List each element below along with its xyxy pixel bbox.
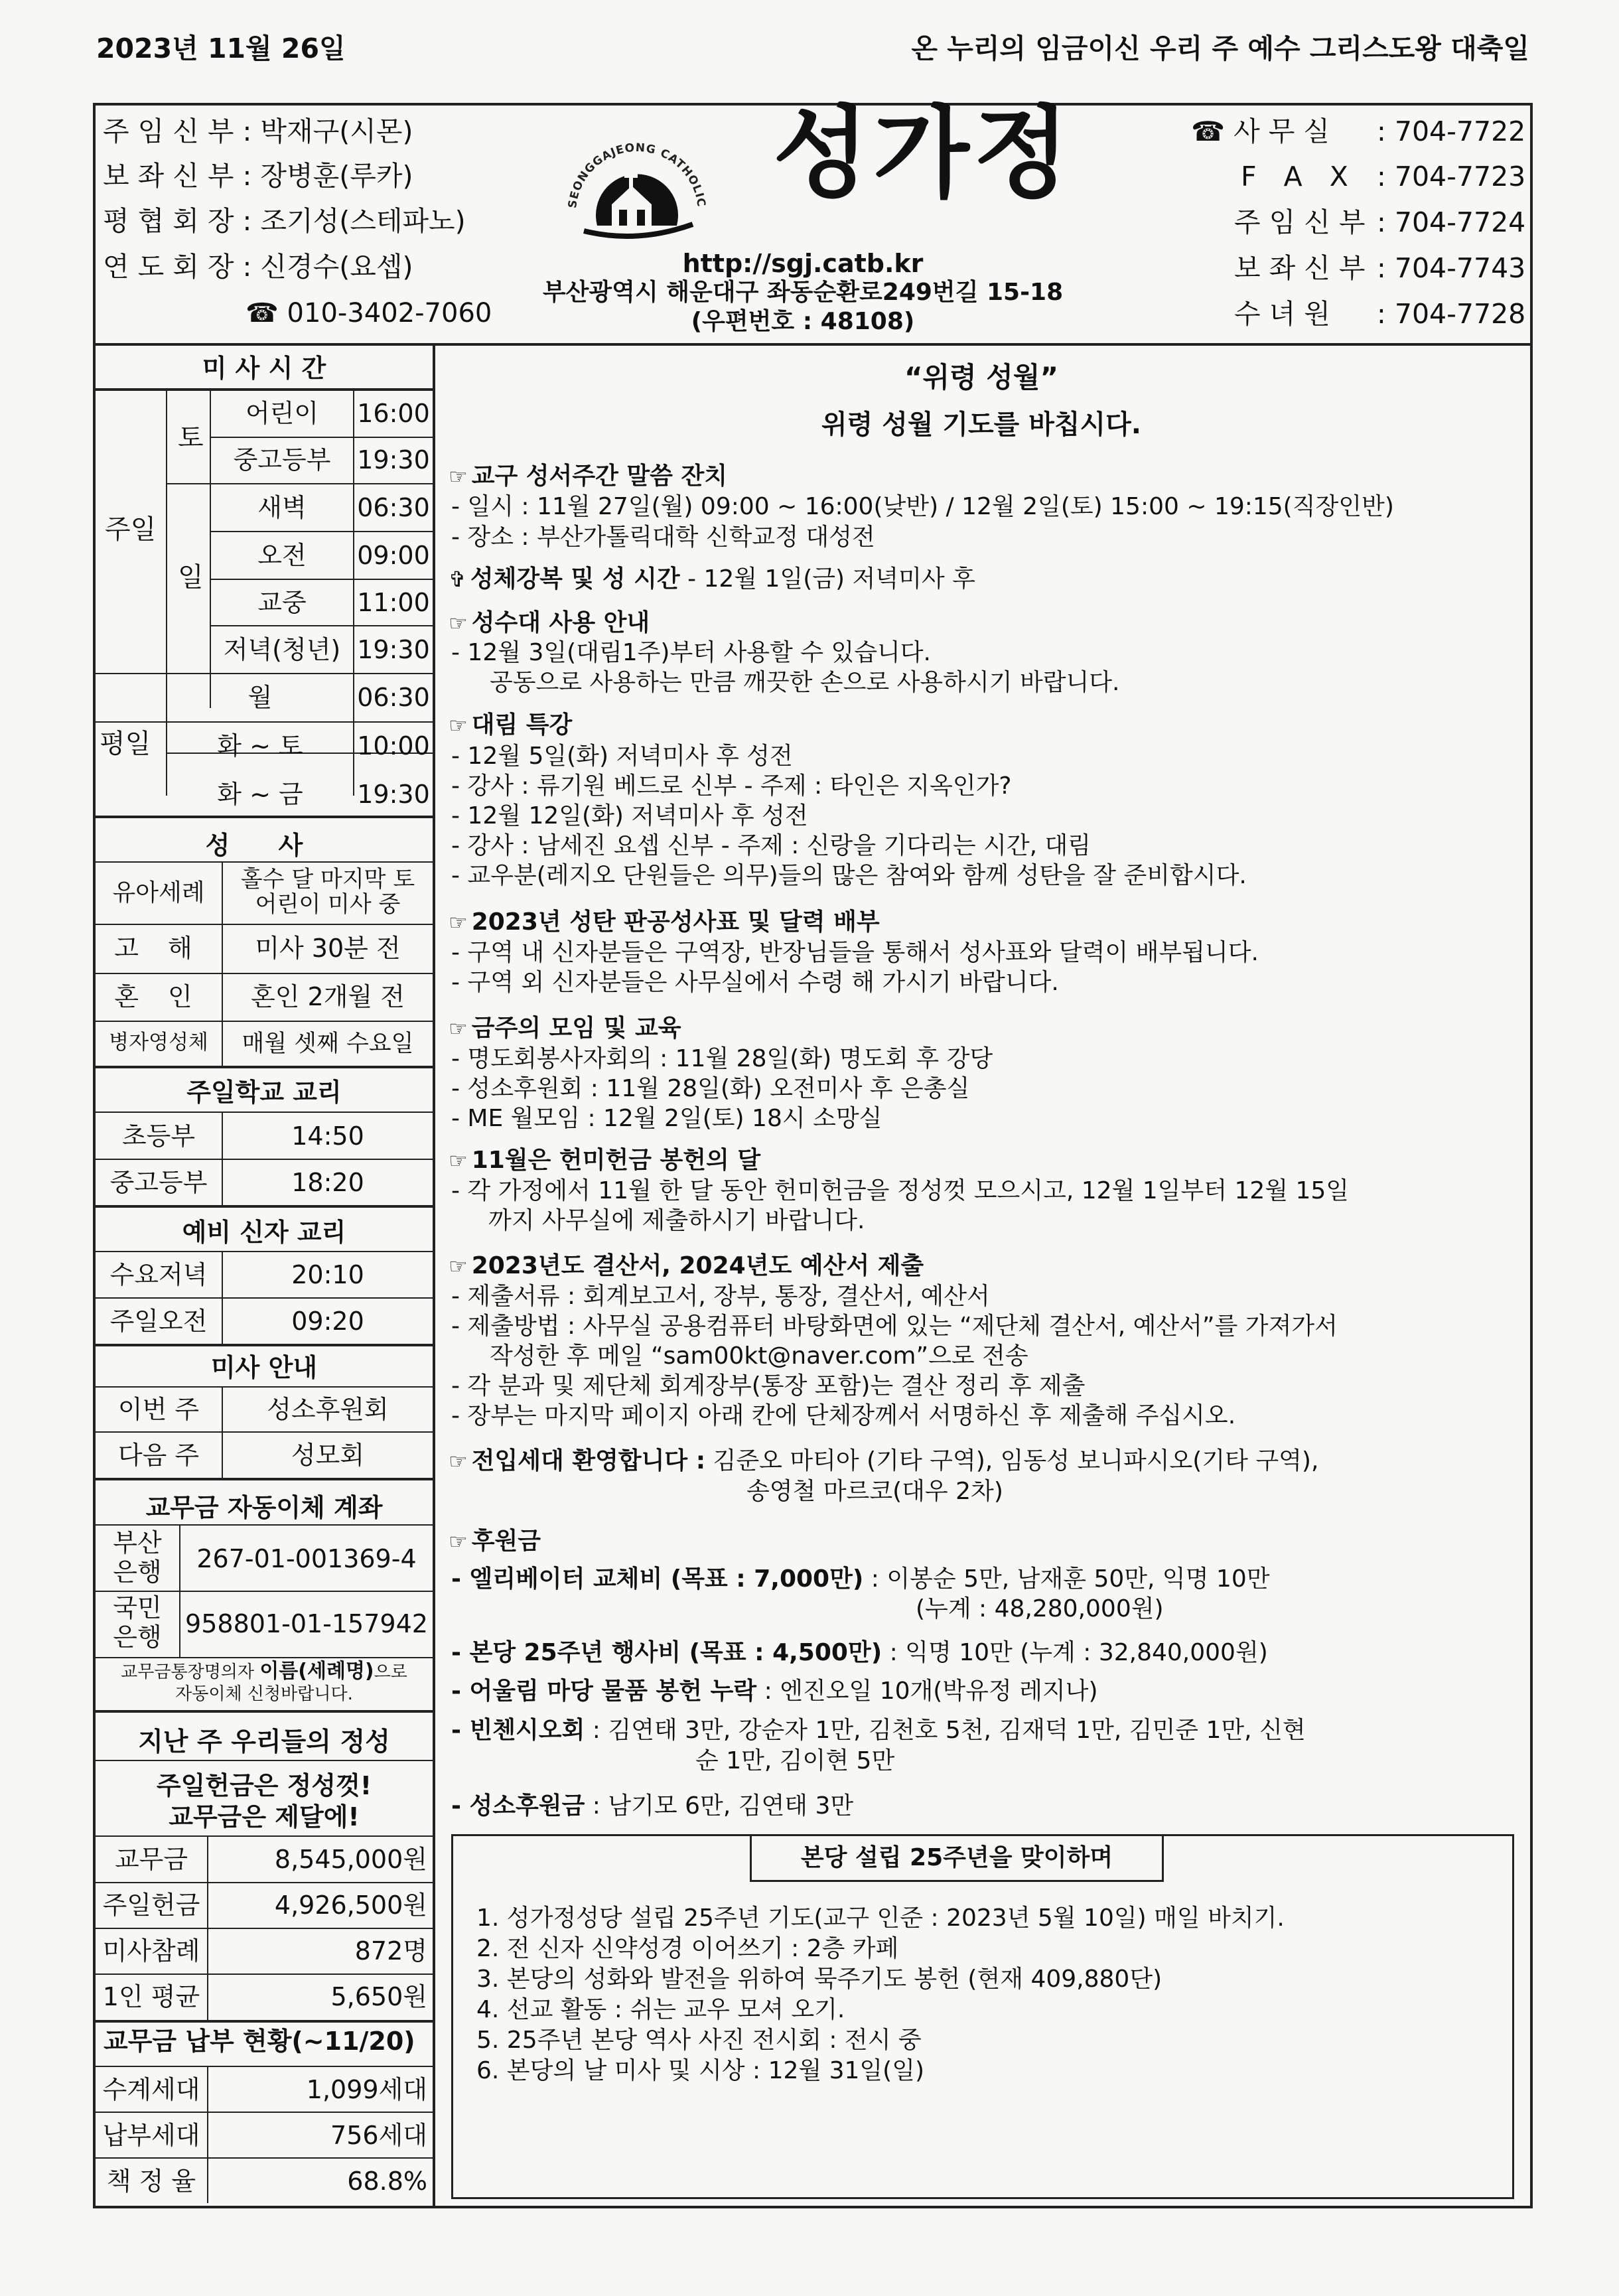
anniversary-item: 3. 본당의 성화와 발전을 위하여 묵주기도 봉헌 (현재 409,880단): [476, 1966, 1162, 1993]
notice-title: ☞ 교구 성서주간 말씀 잔치: [449, 463, 728, 490]
bank-name: 국민: [113, 1593, 162, 1622]
notice-title: ☞ 성수대 사용 안내: [449, 609, 650, 636]
notice-title: ☞ 금주의 모임 및 교육: [449, 1015, 681, 1042]
dues-value: 1,099세대: [306, 2075, 427, 2104]
catechumen-title: 예비 신자 교리: [182, 1218, 346, 1247]
dues-value: 68.8%: [347, 2167, 427, 2196]
notice-line: - 제출방법 : 사무실 공용컴퓨터 바탕화면에 있는 “제단체 결산서, 예산서”를 가져가서: [451, 1313, 1338, 1340]
mass-guide-label: 다음 주: [117, 1441, 200, 1470]
notice-line: - 명도회봉사자회의 : 11월 28일(화) 명도회 후 강당: [451, 1045, 993, 1072]
notice-line: - 12월 5일(화) 저녁미사 후 성전: [451, 743, 793, 770]
contact-row: F A X: [1241, 161, 1358, 192]
school-label: 중고등부: [109, 1168, 208, 1197]
donation-line: - 어울림 마당 물품 봉헌 누락 : 엔진오일 10개(박유정 레지나): [451, 1678, 1098, 1705]
pointing-hand-icon: ☞: [449, 1016, 468, 1041]
catechumen-time: 09:20: [291, 1307, 364, 1336]
dues-title: 교무금 납부 현황(~11/20): [104, 2027, 415, 2056]
weekday-label: 평일: [100, 729, 151, 759]
pointing-hand-icon: ☞: [449, 1529, 468, 1554]
mass-row-name: 월: [247, 683, 273, 712]
main-title: “위령 성월”: [904, 361, 1059, 394]
mass-row-name: 저녁(청년): [223, 635, 341, 664]
mass-times-title: 미 사 시 간: [202, 354, 326, 383]
sunday-label: 주일: [105, 514, 157, 545]
mass-row-time: 10:00: [357, 731, 430, 760]
contact-row: 수 녀 원: [1234, 298, 1330, 330]
cross-icon: ✞: [449, 567, 466, 592]
bank-note: 자동이체 신청바랍니다.: [175, 1684, 353, 1704]
sacrament-label: 유아세례: [112, 879, 205, 906]
offerings-title: 지난 주 우리들의 정성: [138, 1727, 390, 1757]
sunday-school-title: 주일학교 교리: [186, 1078, 342, 1107]
pointing-hand-icon: ☞: [449, 713, 468, 738]
staff-row: 평 협 회 장 : 조기성(스테파노): [103, 205, 466, 237]
offering-label: 주일헌금: [102, 1891, 200, 1920]
contact-number: : 704-7743: [1377, 252, 1526, 284]
mass-row-name: 새벽: [257, 493, 307, 522]
anniversary-item: 6. 본당의 날 미사 및 시상 : 12월 31일(일): [476, 2057, 925, 2084]
pointing-hand-icon: ☞: [449, 1449, 468, 1474]
church-logo: [551, 113, 723, 272]
mass-row-time: 06:30: [357, 493, 430, 522]
pointing-hand-icon: ☞: [449, 1254, 468, 1279]
notice-line: - 교우분(레지오 단원들은 의무)들의 많은 참여와 함께 성탄을 잘 준비합시다.: [451, 862, 1247, 889]
mass-guide-value: 성소후원회: [267, 1395, 389, 1424]
sidebar-divider: [433, 343, 435, 2206]
bulletin-date: 2023년 11월 26일: [96, 33, 346, 64]
dues-label: 책 정 율: [106, 2167, 196, 2196]
church-url[interactable]: http://sgj.catb.kr: [682, 249, 924, 278]
staff-row: 연 도 회 장 : 신경수(요셉): [103, 251, 413, 283]
bank-title: 교무금 자동이체 계좌: [145, 1493, 383, 1522]
catechumen-time: 20:10: [291, 1260, 364, 1289]
notice-line: - 구역 외 신자분들은 사무실에서 수령 해 가시기 바랍니다.: [451, 969, 1059, 996]
pointing-hand-icon: ☞: [449, 1148, 468, 1173]
notice-line: - 구역 내 신자분들은 구역장, 반장님들을 통해서 성사표와 달력이 배부됩니다.: [451, 939, 1259, 966]
donation-line: - 엘리베이터 교체비 (목표 : 7,000만) : 이봉순 5만, 남재훈 50만, 익명 10만: [451, 1565, 1270, 1593]
mass-row-time: 16:00: [357, 399, 430, 428]
notice-line: - 제출서류 : 회계보고서, 장부, 통장, 결산서, 예산서: [451, 1283, 990, 1310]
mass-row-name: 화 ~ 토: [217, 731, 303, 760]
sacrament-label: 고 해: [114, 934, 203, 963]
anniversary-item: 1. 성가정성당 설립 25주년 기도(교구 인준 : 2023년 5월 10일) 매일 바치기.: [476, 1904, 1285, 1932]
notice-line: - 성소후원회 : 11월 28일(화) 오전미사 후 은총실: [451, 1075, 970, 1102]
mass-row-time: 19:30: [357, 780, 430, 809]
school-time: 18:20: [291, 1168, 364, 1197]
notice-line: - 강사 : 남세진 요셉 신부 - 주제 : 신랑을 기다리는 시간, 대림: [451, 832, 1091, 859]
notice-line: - 강사 : 류기원 베드로 신부 - 주제 : 타인은 지옥인가?: [451, 772, 1012, 800]
offering-label: 교무금: [114, 1845, 188, 1874]
notice-line: - 일시 : 11월 27일(월) 09:00 ~ 16:00(낮반) / 12월 2일(토) 15:00 ~ 19:15(직장인반): [451, 493, 1394, 520]
offerings-slogan: 교무금은 제달에!: [169, 1802, 360, 1831]
anniversary-title: 본당 설립 25주년을 맞이하며: [800, 1844, 1113, 1871]
mass-row-time: 09:00: [357, 541, 430, 570]
staff-phone: ☎ 010-3402-7060: [246, 298, 492, 328]
school-label: 초등부: [121, 1121, 196, 1151]
donation-total: (누계 : 48,280,000원): [916, 1595, 1164, 1622]
notice-line: 공동으로 사용하는 만큼 깨끗한 손으로 사용하시기 바랍니다.: [490, 669, 1120, 696]
notice-line: 송영철 마르코(대우 2차): [746, 1478, 1003, 1505]
contact-number: : 704-7724: [1377, 206, 1526, 238]
mass-row-name: 화 ~ 금: [217, 780, 303, 809]
contact-row: 보 좌 신 부: [1234, 252, 1366, 284]
offering-value: 4,926,500원: [274, 1891, 427, 1920]
notice-line: - 12월 3일(대림1주)부터 사용할 수 있습니다.: [451, 639, 931, 666]
dues-value: 756세대: [330, 2121, 427, 2150]
bank-note: 교무금통장명의자 이름(세례명)으로: [121, 1660, 407, 1683]
contact-row: ☎ 사 무 실: [1191, 115, 1330, 147]
mass-row-time: 19:30: [357, 445, 430, 474]
notice-line: 까지 사무실에 제출하시기 바랍니다.: [488, 1207, 865, 1234]
notice-title: ☞ 후원금: [449, 1528, 541, 1555]
phone-icon: ☎: [246, 298, 279, 328]
offering-label: 미사참례: [102, 1936, 200, 1966]
donation-line: - 빈첸시오회 : 김연태 3만, 강순자 1만, 김천호 5천, 김재덕 1만, 김민준 1만, 신현: [451, 1717, 1306, 1744]
sacrament-value: 매월 셋째 수요일: [242, 1031, 414, 1057]
main-subtitle: 위령 성월 기도를 바칩시다.: [821, 409, 1141, 440]
notice-title: ☞ 11월은 헌미헌금 봉헌의 달: [449, 1147, 761, 1174]
mass-row-time: 11:00: [357, 588, 430, 617]
notice-line: - 각 가정에서 11월 한 달 동안 헌미헌금을 정성껏 모으시고, 12월 1일부터 12월 15일: [451, 1177, 1350, 1204]
contact-row: 주 임 신 부: [1234, 206, 1366, 238]
church-name: 성가정: [773, 96, 1074, 212]
catechumen-label: 주일오전: [109, 1307, 208, 1336]
pointing-hand-icon: ☞: [449, 610, 468, 636]
mass-row-name: 오전: [257, 541, 307, 570]
phone-icon: ☎: [1191, 115, 1234, 147]
mass-row-name: 중고등부: [233, 445, 331, 474]
dues-label: 수계세대: [102, 2075, 200, 2104]
bank-account: 958801-01-157942: [185, 1609, 428, 1638]
sacrament-label: 병자영성체: [109, 1031, 208, 1054]
bank-name: 은행: [113, 1557, 162, 1587]
notice-line: - 장소 : 부산가톨릭대학 신학교정 대성전: [451, 524, 875, 551]
notice-title: ✞ 성체강복 및 성 시간 - 12월 1일(금) 저녁미사 후: [449, 565, 975, 593]
church-address: 부산광역시 해운대구 좌동순환로249번길 15-18: [542, 279, 1064, 306]
contact-number: : 704-7722: [1377, 115, 1526, 147]
offering-value: 872명: [354, 1936, 427, 1966]
donation-line: 순 1만, 김이현 5만: [695, 1747, 895, 1774]
mass-row-name: 어린이: [245, 399, 319, 428]
sacrament-label: 혼 인: [114, 982, 203, 1011]
offering-value: 8,545,000원: [274, 1845, 427, 1874]
notice-line: - ME 월모임 : 12월 2일(토) 18시 소망실: [451, 1105, 882, 1132]
church-postcode: (우편번호 : 48108): [691, 308, 915, 335]
mass-row-time: 19:30: [357, 635, 430, 664]
offering-value: 5,650원: [330, 1982, 427, 2011]
sacrament-value: 홀수 달 마지막 토: [240, 866, 415, 893]
mass-guide-label: 이번 주: [117, 1395, 200, 1424]
bank-name: 부산: [113, 1528, 162, 1557]
contact-number: : 704-7728: [1377, 298, 1526, 330]
logo-arc-text: SEONGGAJEONG CATHOLIC: [566, 141, 708, 209]
staff-row: 주 임 신 부 : 박재구(시몬): [103, 115, 413, 147]
notice-title: ☞ 2023년도 결산서, 2024년도 예산서 제출: [449, 1252, 924, 1279]
contact-number: : 704-7723: [1377, 161, 1526, 192]
anniversary-item: 2. 전 신자 신약성경 이어쓰기 : 2층 카페: [476, 1935, 899, 1962]
offerings-slogan: 주일헌금은 정성껏!: [156, 1771, 372, 1800]
dues-label: 납부세대: [102, 2121, 200, 2150]
sacrament-value: 어린이 미사 중: [255, 891, 401, 918]
mass-guide-value: 성모회: [291, 1441, 365, 1470]
bank-name: 은행: [113, 1622, 162, 1652]
staff-row: 보 좌 신 부 : 장병훈(루카): [103, 160, 413, 192]
notice-line: 작성한 후 메일 “sam00kt@naver.com”으로 전송: [490, 1342, 1028, 1370]
bank-account: 267-01-001369-4: [196, 1544, 417, 1573]
notice-title: ☞ 전입세대 환영합니다 : 김준오 마티아 (기타 구역), 임동성 보니파시오(기타 구역),: [449, 1447, 1319, 1474]
header-divider: [93, 343, 1530, 346]
sacraments-title: 성 사: [205, 831, 323, 860]
mass-row-name: 교중: [257, 588, 307, 617]
donation-line: - 성소후원금 : 남기모 6만, 김연태 3만: [451, 1792, 854, 1820]
notice-line: - 장부는 마지막 페이지 아래 칸에 단체장께서 서명하신 후 제출해 주십시오.: [451, 1402, 1236, 1429]
pointing-hand-icon: ☞: [449, 464, 468, 489]
notice-title: ☞ 대림 특강: [449, 711, 573, 739]
notice-line: - 12월 12일(화) 저녁미사 후 성전: [451, 802, 808, 829]
mass-row-time: 06:30: [357, 683, 430, 712]
notice-title: ☞ 2023년 성탄 판공성사표 및 달력 배부: [449, 908, 880, 936]
school-time: 14:50: [291, 1121, 364, 1151]
anniversary-item: 5. 25주년 본당 역사 사진 전시회 : 전시 중: [476, 2027, 922, 2054]
feast-title: 온 누리의 임금이신 우리 주 예수 그리스도왕 대축일: [911, 33, 1529, 64]
donation-line: - 본당 25주년 행사비 (목표 : 4,500만) : 익명 10만 (누계 : 32,840,000원): [451, 1639, 1268, 1666]
pointing-hand-icon: ☞: [449, 910, 468, 935]
offering-label: 1인 평균: [102, 1982, 200, 2011]
sacrament-value: 혼인 2개월 전: [251, 982, 405, 1011]
sacrament-value: 미사 30분 전: [255, 934, 401, 963]
saturday-label: 토: [178, 423, 204, 453]
notice-line: - 각 분과 및 제단체 회계장부(통장 포함)는 결산 정리 후 제출: [451, 1372, 1086, 1399]
catechumen-label: 수요저녁: [109, 1260, 208, 1289]
sunday-day-label: 일: [178, 562, 204, 593]
anniversary-item: 4. 선교 활동 : 쉬는 교우 모셔 오기.: [476, 1996, 845, 2023]
mass-guide-title: 미사 안내: [210, 1353, 318, 1382]
church-logo-icon: [551, 113, 723, 272]
